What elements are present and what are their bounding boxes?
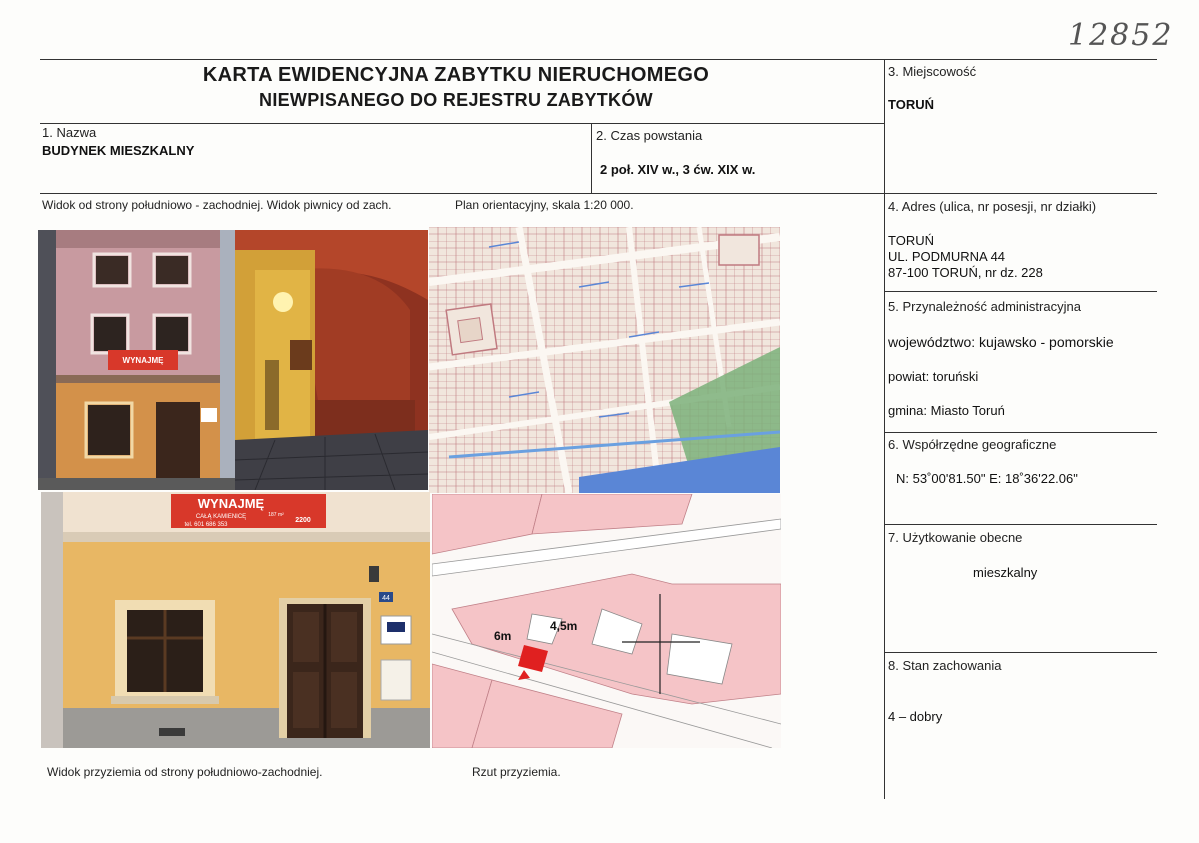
plan-6m-label: 6m: [494, 629, 512, 643]
card-subtitle: NIEWPISANEGO DO REJESTRU ZABYTKÓW: [259, 90, 653, 110]
name-divider: [40, 193, 1157, 194]
nazwa-value: BUDYNEK MIESZKALNY: [42, 143, 195, 158]
adres-line1: TORUŃ: [888, 233, 934, 248]
stan-value: 4 – dobry: [888, 709, 943, 724]
sign-big-line2: CAŁĄ KAMIENICĘ: [195, 514, 247, 520]
cadastral-plan: [432, 494, 781, 748]
wspolrzedne-label: 6. Współrzędne geograficzne: [888, 437, 1057, 452]
ground-floor-photo: [41, 492, 430, 748]
miejscowosc-label: 3. Miejscowość: [888, 64, 977, 79]
adres-label: 4. Adres (ulica, nr posesji, nr działki): [888, 199, 1097, 214]
adres-line2: UL. PODMURNA 44: [888, 249, 1006, 264]
caption-orientation-plan: Plan orientacyjny, skala 1:20 000.: [455, 198, 634, 212]
caption-ground-floor-view: Widok przyziemia od strony południowo-zachodniej.: [47, 765, 323, 779]
sign-big-line5: 2200: [295, 517, 311, 524]
powiat-value: powiat: toruński: [888, 369, 979, 384]
coords-divider: [884, 524, 1157, 525]
card-title: KARTA EWIDENCYJNA ZABYTKU NIERUCHOMEGO: [202, 64, 710, 86]
header-divider: [40, 123, 884, 124]
gmina-value: gmina: Miasto Toruń: [888, 403, 1005, 418]
przynaleznosc-label: 5. Przynależność administracyjna: [888, 299, 1081, 314]
adres-divider: [884, 291, 1157, 292]
plan-45m-label: 4,5m: [550, 619, 578, 633]
sign-small-text: WYNAJMĘ: [122, 356, 164, 365]
cellar-photo: [235, 230, 428, 490]
facade-photo: [38, 230, 235, 490]
czas-label: 2. Czas powstania: [596, 128, 703, 143]
nazwa-label: 1. Nazwa: [42, 125, 97, 140]
miejscowosc-value: TORUŃ: [888, 97, 934, 112]
uzytkowanie-label: 7. Użytkowanie obecne: [888, 530, 1023, 545]
czas-value: 2 poł. XIV w., 3 ćw. XIX w.: [600, 162, 756, 177]
sign-big-line1: WYNAJMĘ: [197, 496, 265, 511]
caption-ground-floor-plan: Rzut przyziemia.: [472, 765, 561, 779]
caption-facade-cellar: Widok od strony południowo - zachodniej. Widok piwnicy od zach.: [42, 198, 392, 212]
sign-big-line3: tel. 601 686 353: [184, 522, 228, 528]
name-date-divider: [591, 123, 592, 193]
frame-top-line: [40, 59, 1157, 60]
sign-big-line4: 187 m²: [268, 512, 284, 518]
orientation-map: [429, 227, 780, 493]
stan-label: 8. Stan zachowania: [888, 658, 1002, 673]
house-number-text: 44: [382, 595, 390, 602]
adres-line3: 87-100 TORUŃ, nr dz. 228: [888, 265, 1043, 280]
uzytkowanie-value: mieszkalny: [973, 565, 1038, 580]
right-column-divider: [884, 59, 885, 799]
usage-divider: [884, 652, 1157, 653]
wspolrzedne-value: N: 53˚00'81.50" E: 18˚36'22.06": [896, 471, 1078, 486]
wojewodztwo-value: województwo: kujawsko - pomorskie: [888, 334, 1114, 350]
archive-number: 12852: [1068, 18, 1174, 53]
admin-divider: [884, 432, 1157, 433]
